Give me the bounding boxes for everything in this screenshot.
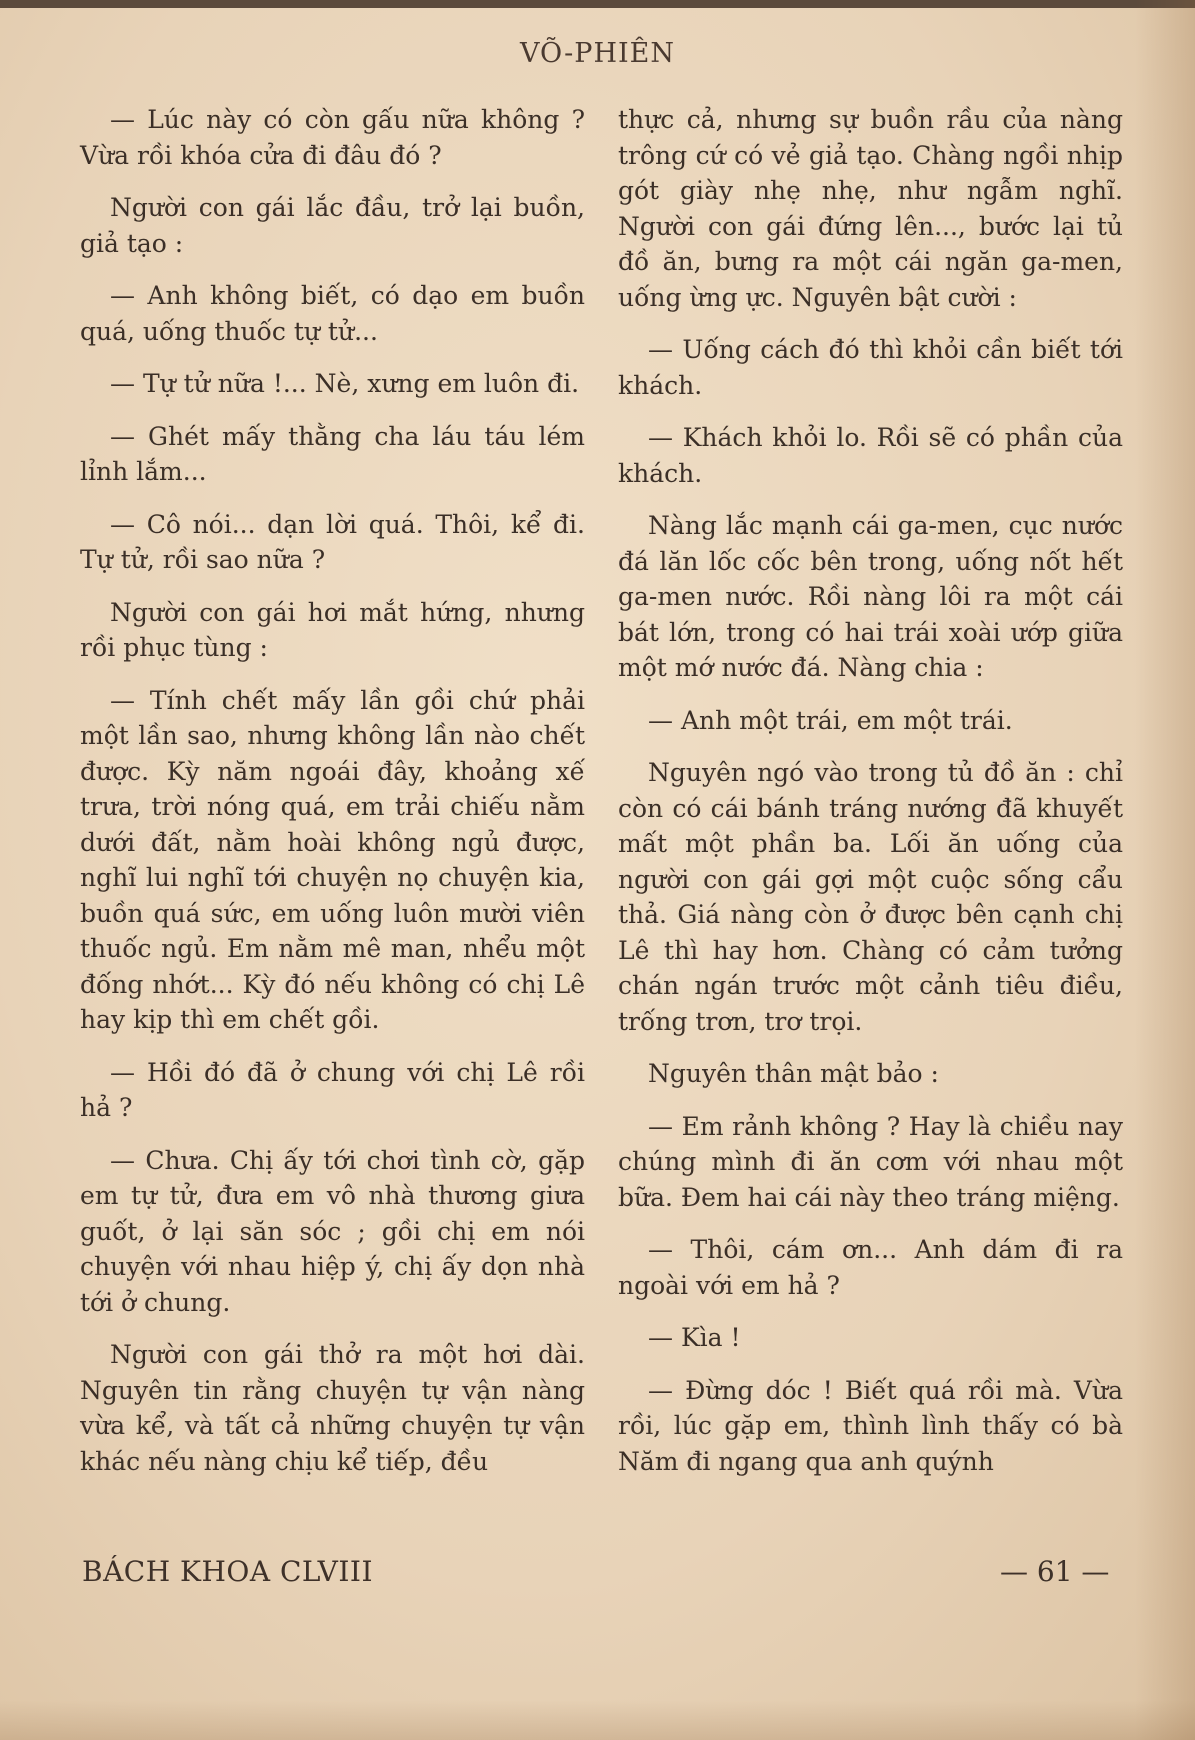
paragraph: — Cô nói... dạn lời quá. Thôi, kể đi. Tự tử, rồi sao nữa ? [80,509,585,574]
paragraph: — Kìa ! [648,1323,741,1352]
paragraph: — Ghét mấy thằng cha láu táu lém lỉnh lắm... [80,421,585,486]
paragraph: — Tính chết mấy lần gồi chứ phải một lần sao, nhưng không lần nào chết được. Kỳ năm ngoái đây, khoảng xế trưa, trời nóng quá, em trải chiếu nằm dưới đất, nằm hoài không ngủ được, nghĩ lui nghĩ tới chuyện nọ chuyện kia, buồn quá sức, em uống luôn mười viên thuốc ngủ. Em nằm mê man, nhểu một đống nhớt... Kỳ đó nếu không có chị Lê hay kịp thì em chết gồi. [80,685,585,1034]
paragraph: — Lúc này có còn gấu nữa không ? Vừa rồi khóa cửa đi đâu đó ? [80,105,585,170]
paragraph: — Hồi đó đã ở chung với chị Lê rồi hả ? [80,1057,585,1122]
paragraph: Nàng lắc mạnh cái ga-men, cục nước đá lăn lốc cốc bên trong, uống nốt hết ga-men nước. Rồi nàng lôi ra một cái bát lớn, trong có hai trái xoài ướp giữa một mớ nước đá. Nàng chia : [618,511,1123,682]
paragraph: — Em rảnh không ? Hay là chiều nay chúng mình đi ăn cơm với nhau một bữa. Đem hai cái này theo tráng miệng. [618,1111,1123,1212]
paragraph: Người con gái lắc đầu, trở lại buồn, giả tạo : [80,193,585,258]
paragraph: — Anh một trái, em một trái. [648,705,1013,735]
paragraph: Người con gái thở ra một hơi dài. Nguyên tin rằng chuyện tự vận nàng vừa kể, và tất cả những chuyện tự vận khác nếu nàng chịu kể tiếp, đều [80,1340,585,1476]
paragraph: Người con gái hơi mắt hứng, nhưng rồi phục tùng : [80,597,585,662]
paragraph: — Đừng dóc ! Biết quá rồi mà. Vừa rồi, lúc gặp em, thình lình thấy có bà Năm đi ngang qua anh quýnh [618,1375,1123,1476]
paragraph: — Thôi, cám ơn... Anh dám đi ra ngoài với em hả ? [618,1235,1123,1300]
page-right-shadow [1135,0,1195,1740]
page-bottom-shadow [0,1700,1195,1740]
paragraph: — Chưa. Chị ấy tới chơi tình cờ, gặp em tự tử, đưa em vô nhà thương giưa guốt, ở lại săn sóc ; gồi chị em nói chuyện với nhau hiệp ý, chị ấy dọn nhà tới ở chung. [80,1145,585,1317]
running-head: VÕ-PHIÊN [520,38,675,69]
paragraph: Nguyên thân mật bảo : [648,1059,939,1088]
right-column [618,102,1123,1496]
publication-footer: BÁCH KHOA CLVIII [82,1555,374,1588]
left-column [80,102,585,1496]
paragraph: Nguyên ngó vào trong tủ đồ ăn : chỉ còn có cái bánh tráng nướng đã khuyết mất một phần ba. Lối ăn uống của người con gái gợi một cuộc sống cẩu thả. Giá nàng còn ở được bên cạnh chị Lê thì hay hơn. Chàng có cảm tưởng chán ngán trước một cảnh tiêu điều, trống trơn, trơ trọi. [618,758,1123,1036]
paragraph-continuation: thực cả, nhưng sự buồn rầu của nàng trông cứ có vẻ giả tạo. Chàng ngồi nhịp gót giày nhẹ nhẹ, như ngẫm nghĩ. Người con gái đứng lên..., bước lại tủ đồ ăn, bưng ra một cái ngăn ga-men, uống ừng ực. Nguyên bật cười : [618,105,1123,312]
page-number: — 61 — [1000,1555,1110,1588]
paragraph: — Khách khỏi lo. Rồi sẽ có phần của khách. [618,423,1123,488]
paragraph: — Uống cách đó thì khỏi cần biết tới khách. [618,335,1123,400]
paragraph: — Tự tử nữa !... Nè, xưng em luôn đi. [110,369,580,398]
page-top-edge [0,0,1195,8]
paragraph: — Anh không biết, có dạo em buồn quá, uống thuốc tự tử... [80,281,585,346]
